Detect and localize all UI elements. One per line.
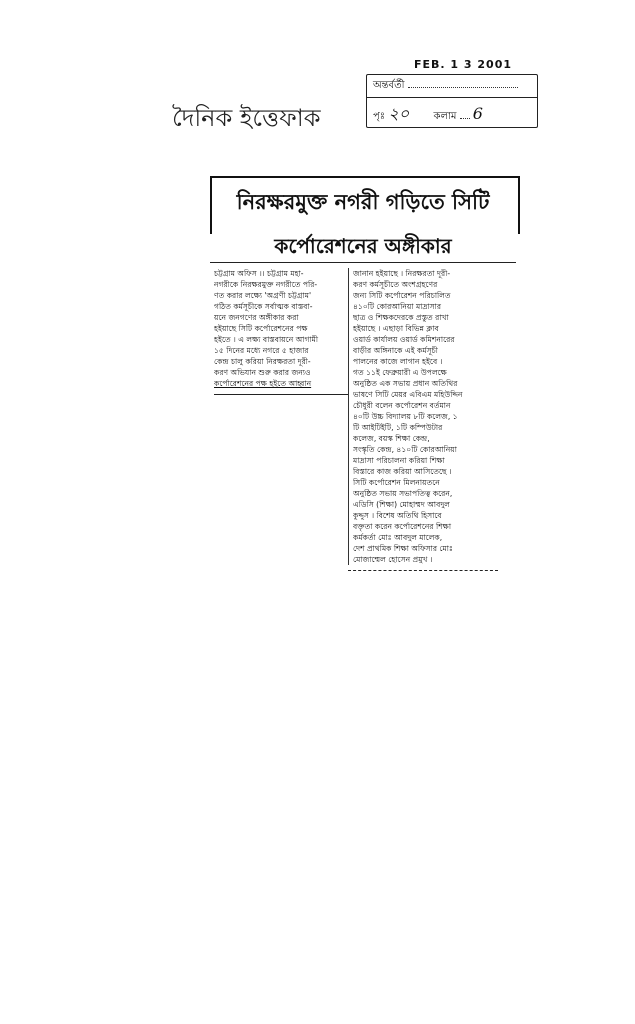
text-line: অনুষ্ঠিত সভায় সভাপতিত্ব করেন,	[353, 489, 453, 498]
text-line: য়নে জনগণের অঙ্গীকার করা	[214, 313, 299, 322]
text-line: কর্পোরেশনের পক্ষ হইতে আহ্বান	[214, 379, 312, 388]
left-column	[214, 268, 348, 389]
text-line: কর্মকর্তা মোঃ আবদুল মালেক,	[353, 533, 443, 542]
text-line: কুদ্দুস । বিশেষ অতিথি হিসাবে	[353, 511, 442, 520]
text-line: সিটি কর্পোরেশন মিলনায়তনে	[353, 478, 440, 487]
column-number: 6	[472, 104, 483, 123]
text-line: বক্তৃতা করেন কর্পোরেশনের শিক্ষা	[353, 522, 452, 531]
reference-line-1	[373, 78, 518, 95]
page-number: ২০	[388, 104, 410, 123]
text-line: মাদ্রাসা পরিচালনা করিয়া শিক্ষা	[353, 456, 445, 465]
headline-rule	[210, 262, 516, 263]
text-line: করণ অভিযান শুরু করার জন্যও	[214, 368, 311, 377]
text-line: হইয়াছে । এছাড়া বিভিন্ন ক্লাব	[353, 324, 439, 333]
text-line: ৪০টি উচ্চ বিদ্যালয় ৮টি কলেজ, ১	[353, 412, 458, 421]
left-column-end-rule	[214, 394, 348, 395]
text-line: মোজাম্মেল হোসেন প্রমুখ ।	[353, 555, 433, 564]
text-line: চৌধুরী বলেন কর্পোরেশন বর্তমান	[353, 401, 451, 410]
right-column	[348, 268, 503, 565]
text-line: দেশ প্রাথমিক শিক্ষা অফিসার মোঃ	[353, 544, 453, 553]
text-line: কেন্দ্র চালু করিয়া নিরক্ষরতা দূরী-	[214, 357, 311, 366]
text-line: ভাষণে সিটি মেয়র এবিএম মহিউদ্দিন	[353, 390, 463, 399]
text-line: হইয়াছে সিটি কর্পোরেশনের পক্ষ	[214, 324, 308, 333]
text-line: ১৫ দিনের মধ্যে নগরে ৫ হাজার	[214, 346, 309, 355]
reference-line-2	[373, 101, 483, 128]
text-line: জানান হইয়াছে । নিরক্ষরতা দূরী-	[353, 269, 451, 278]
text-line: ণত করার লক্ষ্যে 'অগ্রণী চট্টগ্রাম'	[214, 291, 312, 300]
text-line: টি আইটিইটি, ১টি কম্পিউটার	[353, 423, 443, 432]
text-line: কলেজ, বয়স্ক শিক্ষা কেন্দ্র,	[353, 434, 430, 443]
text-line: হইতে । এ লক্ষ্য বাস্তবায়নে আগামী	[214, 335, 319, 344]
clipping-cut-line	[348, 570, 498, 571]
text-line: ওয়ার্ড কার্যালয় ওয়ার্ড কমিশনারের	[353, 335, 455, 344]
text-line: ছাত্র ও শিক্ষকদেরকে প্রস্তুত রাখা	[353, 313, 449, 322]
text-line: অনুষ্ঠিত এক সভায় প্রধান অতিথির	[353, 379, 458, 388]
newspaper-name: দৈনিক ইত্তেফাক	[172, 104, 321, 132]
article-headline: নিরক্ষরমুক্ত নগরী গড়িতে সিটি	[236, 190, 490, 214]
text-line: নগরীকে নিরক্ষরমুক্ত নগরীতে পরি-	[214, 280, 318, 289]
reference-stamp-box	[366, 74, 538, 128]
text-line: সংস্কৃতি কেন্দ্র, ৪১০টি কোরআনিয়া	[353, 445, 457, 454]
text-line: চট্টগ্রাম অফিস ।। চট্টগ্রাম মহা-	[214, 269, 304, 278]
text-line: জন্য সিটি কর্পোরেশন পরিচালিত	[353, 291, 451, 300]
text-line: ৪১০টি কোরআনিয়া মাদ্রাসার	[353, 302, 442, 311]
text-line: গত ১১ই ফেব্রুয়ারী এ উপলক্ষে	[353, 368, 447, 377]
news-clipping	[210, 176, 522, 576]
article-subheadline: কর্পোরেশনের অঙ্গীকার	[274, 234, 452, 258]
text-line: গঠিত কর্মসূচীকে সর্বাত্মক বাস্তবা-	[214, 302, 313, 311]
text-line: পালনের কাজে লাগান হইবে ।	[353, 357, 443, 366]
text-line: বিস্তারে কাজ করিয়া আসিতেছে ।	[353, 467, 452, 476]
reference-label-1: অন্তর্বর্তী	[373, 80, 405, 91]
page-label: পৃঃ	[373, 111, 386, 122]
date-stamp: FEB. 1 3 2001	[414, 58, 513, 71]
text-line: এডিসি (শিক্ষা) মোহাম্মদ আবদুল	[353, 500, 450, 509]
text-line: বাড়ীর অঙ্গিনাকে এই কর্মসূচী	[353, 346, 438, 355]
text-line: করণ কর্মসূচীতে অংশগ্রহণের	[353, 280, 438, 289]
column-label: কলাম	[433, 111, 457, 122]
